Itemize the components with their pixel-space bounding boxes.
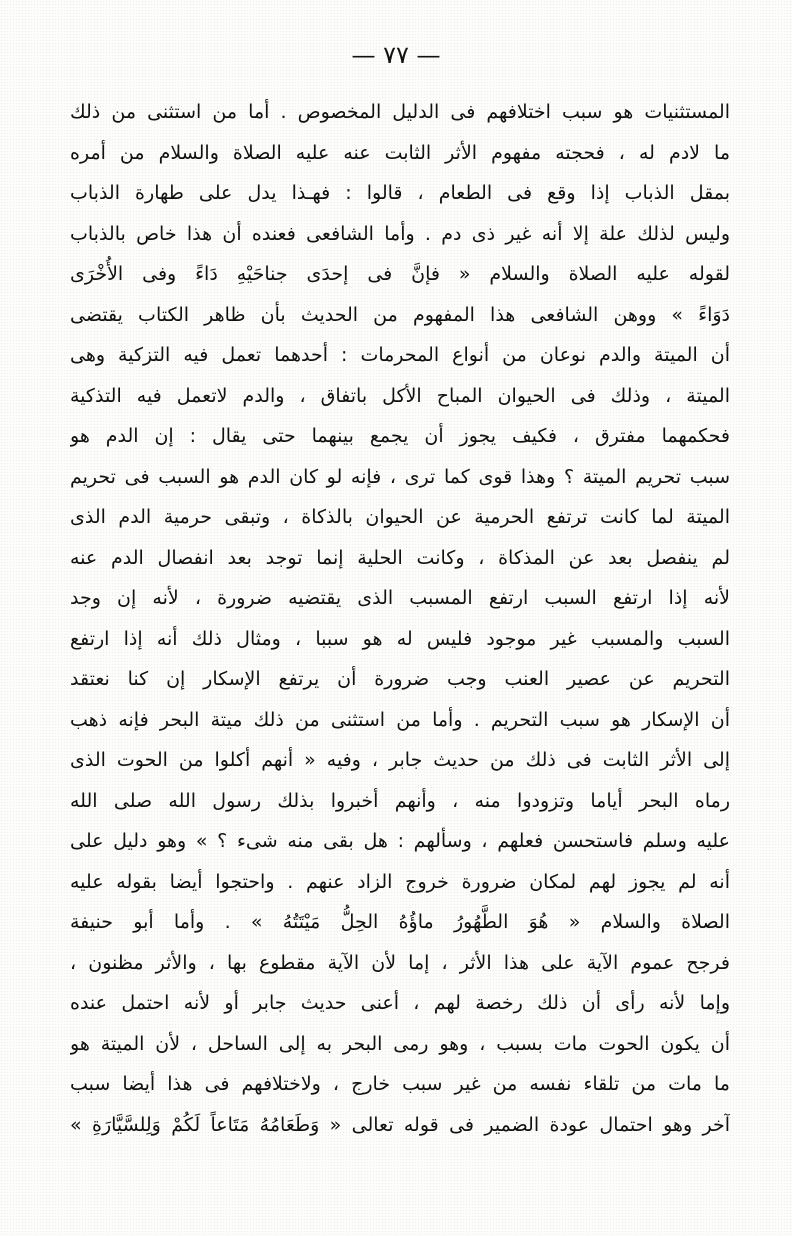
text-line: الميتة لما كانت ترتفع الحرمية عن الحيوان بالذكاة ، وتبقى حرمية الدم الذى bbox=[70, 506, 730, 528]
text-line: الصلاة والسلام « هُوَ الطَّهُورُ ماؤُهُ الحِلُّ مَيْتَتُهُ » . وأما أبو حنيفة bbox=[70, 911, 730, 933]
text-line: ما لادم له ، فحجته مفهوم الأثر الثابت عنه عليه الصلاة والسلام من أمره bbox=[70, 141, 730, 164]
text-line: فحكمهما مفترق ، فكيف يجوز أن يجمع بينهما حتى يقال : إن الدم هو bbox=[70, 425, 730, 447]
text-line: أنه لم يجوز لهم لمكان ضرورة خروج الزاد عنهم . واحتجوا أيضا بقوله عليه bbox=[70, 870, 730, 893]
text-line: ما مات من تلقاء نفسه من غير سبب خارج ، ولاختلافهم فى هذا أيضا سبب bbox=[70, 1073, 730, 1095]
text-line: لقوله عليه الصلاة والسلام « فإنَّ فى إحدَى جناحَيْهِ دَاءً وفى الأُخْرَى bbox=[70, 263, 730, 285]
text-line: دَوَاءً » ووهن الشافعى هذا المفهوم من الحديث بأن ظاهر الكتاب يقتضى bbox=[70, 303, 730, 326]
text-line: رماه البحر أياما وتزودوا منه ، وأنهم أخبروا بذلك رسول الله صلى الله bbox=[70, 789, 730, 812]
text-line: سبب تحريم الميتة ؟ وهذا قوى كما ترى ، فإنه لو كان الدم هو السبب فى تحريم bbox=[70, 465, 730, 488]
text-line: الميتة ، وذلك فى الحيوان المباح الأكل باتفاق ، والدم لاتعمل فيه التذكية bbox=[70, 384, 730, 407]
text-line: أن الميتة والدم نوعان من أنواع المحرمات : أحدهما تعمل فيه التزكية وهى bbox=[70, 344, 730, 366]
body-text bbox=[70, 92, 730, 1145]
text-line: وإما لأنه رأى أن ذلك رخصة لهم ، أعنى حديث جابر أو لأنه احتمل عنده bbox=[70, 992, 730, 1014]
page-number: — ٧٧ — bbox=[351, 41, 441, 69]
text-line: التحريم عن عصير العنب وجب ضرورة أن يرتفع الإسكار إن كنا نعتقد bbox=[70, 668, 730, 690]
text-line: وليس لذلك علة إلا أنه غير ذى دم . وأما الشافعى فعنده أن هذا خاص بالذباب bbox=[70, 222, 730, 245]
text-line: لأنه إذا ارتفع السبب ارتفع المسبب الذى يقتضيه ضرورة ، لأنه إن وجد bbox=[70, 587, 730, 609]
text-line: لم ينفصل بعد عن المذكاة ، وكانت الحلية إنما توجد بعد انفصال الدم عنه bbox=[70, 546, 730, 569]
text-line: المستثنيات هو سبب اختلافهم فى الدليل المخصوص . أما من استثنى من ذلك bbox=[70, 101, 730, 123]
text-line: السبب والمسبب غير موجود فليس له هو سببا ، ومثال ذلك أنه إذا ارتفع bbox=[70, 627, 730, 650]
text-line: بمقل الذباب إذا وقع فى الطعام ، قالوا : فهـذا يدل على طهارة الذباب bbox=[70, 182, 730, 204]
text-line: آخر وهو احتمال عودة الضمير فى قوله تعالى « وَطَعَامُهُ مَتَاعاً لَكُمْ وَلِلسَّيَّارَةِ » bbox=[70, 1113, 730, 1136]
text-line: إلى الأثر الثابت فى ذلك من حديث جابر ، وفيه « أنهم أكلوا من الحوت الذى bbox=[70, 749, 730, 771]
text-line: أن الإسكار هو سبب التحريم . وأما من استثنى من ذلك ميتة البحر فإنه ذهب bbox=[70, 708, 730, 731]
text-line: عليه وسلم فاستحسن فعلهم ، وسألهم : هل بقى منه شىء ؟ » وهو دليل على bbox=[70, 830, 730, 852]
text-line: فرجح عموم الآية على هذا الأثر ، إما لأن الآية مقطوع بها ، والأثر مظنون ، bbox=[70, 951, 730, 974]
text-line: أن يكون الحوت مات بسبب ، وهو رمى البحر به إلى الساحل ، لأن الميتة هو bbox=[70, 1032, 730, 1055]
